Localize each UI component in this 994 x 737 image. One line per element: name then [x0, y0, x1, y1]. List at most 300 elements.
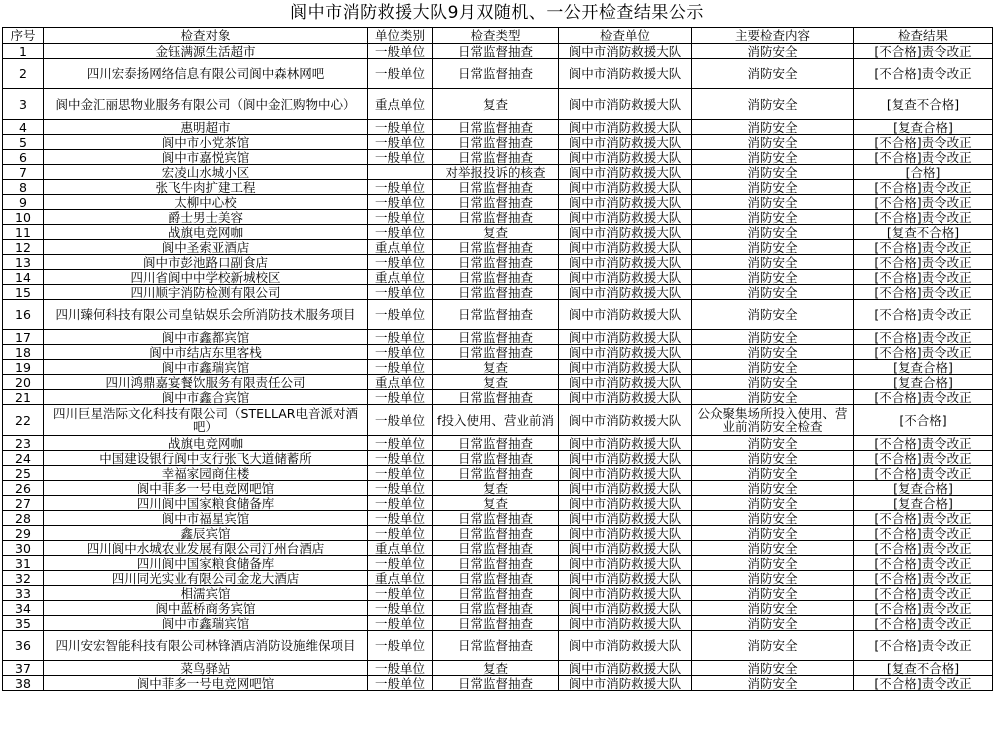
table-row	[3, 210, 993, 225]
unit-category-cell[interactable]: 一般单位	[368, 135, 433, 150]
inspection-type-cell[interactable]: 复查	[433, 360, 559, 375]
unit-category-cell[interactable]: 重点单位	[368, 270, 433, 285]
inspection-result-cell[interactable]: [不合格]责令改正	[854, 135, 993, 150]
inspection-result-cell[interactable]: [不合格]责令改正	[854, 436, 993, 451]
inspection-type-cell[interactable]: 复查	[433, 225, 559, 240]
inspection-type-cell[interactable]: 日常监督抽查	[433, 601, 559, 616]
unit-category-cell[interactable]: 一般单位	[368, 195, 433, 210]
inspection-unit-cell[interactable]: 阆中市消防救援大队	[559, 89, 692, 120]
table-row	[3, 225, 993, 240]
inspection-result-cell[interactable]: [不合格]责令改正	[854, 285, 993, 300]
column-header[interactable]: 主要检查内容	[692, 28, 854, 44]
inspection-result-cell[interactable]: [复查不合格]	[854, 225, 993, 240]
table-row	[3, 285, 993, 300]
inspected-entity-cell[interactable]: 四川阆中水城农业发展有限公司汀州台酒店	[44, 541, 368, 556]
row-number-cell[interactable]: 8	[3, 180, 44, 195]
unit-category-cell[interactable]: 一般单位	[368, 345, 433, 360]
unit-category-cell[interactable]: 一般单位	[368, 676, 433, 691]
inspection-type-cell[interactable]: 日常监督抽查	[433, 120, 559, 135]
inspection-result-cell[interactable]: [不合格]责令改正	[854, 44, 993, 59]
row-number-cell[interactable]: 17	[3, 330, 44, 345]
unit-category-cell[interactable]: 一般单位	[368, 330, 433, 345]
inspection-content-cell[interactable]: 消防安全	[692, 89, 854, 120]
row-number-cell[interactable]: 12	[3, 240, 44, 255]
inspected-entity-cell[interactable]: 阆中市小党茶馆	[44, 135, 368, 150]
inspection-unit-cell[interactable]: 阆中市消防救援大队	[559, 526, 692, 541]
table-row	[3, 150, 993, 165]
inspected-entity-cell[interactable]: 四川宏泰扬网络信息有限公司阆中森林网吧	[44, 59, 368, 89]
unit-category-cell[interactable]: 重点单位	[368, 541, 433, 556]
row-number-cell[interactable]: 9	[3, 195, 44, 210]
inspection-content-cell[interactable]: 消防安全	[692, 556, 854, 571]
inspection-result-cell[interactable]: [不合格]责令改正	[854, 511, 993, 526]
inspected-entity-cell[interactable]: 四川阆中国家粮食储备库	[44, 556, 368, 571]
inspection-unit-cell[interactable]: 阆中市消防救援大队	[559, 240, 692, 255]
inspection-result-cell[interactable]: [不合格]责令改正	[854, 300, 993, 330]
inspected-entity-cell[interactable]: 爵士男士美容	[44, 210, 368, 225]
row-number-cell[interactable]: 18	[3, 345, 44, 360]
inspected-entity-cell[interactable]: 鑫辰宾馆	[44, 526, 368, 541]
inspected-entity-cell[interactable]: 阆中市结店东里客栈	[44, 345, 368, 360]
unit-category-cell[interactable]: 一般单位	[368, 481, 433, 496]
unit-category-cell[interactable]: 一般单位	[368, 405, 433, 436]
spreadsheet	[2, 0, 992, 691]
row-number-cell[interactable]: 31	[3, 556, 44, 571]
inspection-result-cell[interactable]: [不合格]责令改正	[854, 210, 993, 225]
inspected-entity-cell[interactable]: 四川顺宇消防检测有限公司	[44, 285, 368, 300]
inspection-unit-cell[interactable]: 阆中市消防救援大队	[559, 481, 692, 496]
inspected-entity-cell[interactable]: 中国建设银行阆中支行张飞大道储蓄所	[44, 451, 368, 466]
inspection-content-cell[interactable]: 消防安全	[692, 180, 854, 195]
inspection-unit-cell[interactable]: 阆中市消防救援大队	[559, 496, 692, 511]
inspection-unit-cell[interactable]: 阆中市消防救援大队	[559, 59, 692, 89]
row-number-cell[interactable]: 26	[3, 481, 44, 496]
inspection-unit-cell[interactable]: 阆中市消防救援大队	[559, 571, 692, 586]
inspection-unit-cell[interactable]: 阆中市消防救援大队	[559, 466, 692, 481]
unit-category-cell[interactable]: 一般单位	[368, 180, 433, 195]
table-row	[3, 631, 993, 661]
inspection-unit-cell[interactable]: 阆中市消防救援大队	[559, 345, 692, 360]
row-number-cell[interactable]: 38	[3, 676, 44, 691]
row-number-cell[interactable]: 32	[3, 571, 44, 586]
inspection-unit-cell[interactable]: 阆中市消防救援大队	[559, 330, 692, 345]
inspection-type-cell[interactable]: 日常监督抽查	[433, 240, 559, 255]
table-row	[3, 526, 993, 541]
column-header[interactable]: 序号	[3, 28, 44, 44]
inspection-type-cell[interactable]: 日常监督抽查	[433, 676, 559, 691]
inspection-content-cell[interactable]: 消防安全	[692, 270, 854, 285]
unit-category-cell[interactable]: 重点单位	[368, 240, 433, 255]
row-number-cell[interactable]: 19	[3, 360, 44, 375]
inspected-entity-cell[interactable]: 阆中菲多一号电竞网吧馆	[44, 676, 368, 691]
unit-category-cell[interactable]: 一般单位	[368, 300, 433, 330]
inspection-content-cell[interactable]: 消防安全	[692, 300, 854, 330]
unit-category-cell[interactable]: 一般单位	[368, 390, 433, 405]
column-header[interactable]: 检查单位	[559, 28, 692, 44]
inspection-result-cell[interactable]: [不合格]责令改正	[854, 526, 993, 541]
inspected-entity-cell[interactable]: 张飞牛肉扩建工程	[44, 180, 368, 195]
column-header[interactable]: 检查类型	[433, 28, 559, 44]
inspection-unit-cell[interactable]: 阆中市消防救援大队	[559, 300, 692, 330]
inspection-type-cell[interactable]: 日常监督抽查	[433, 210, 559, 225]
unit-category-cell[interactable]: 一般单位	[368, 210, 433, 225]
inspection-content-cell[interactable]: 消防安全	[692, 120, 854, 135]
row-number-cell[interactable]: 16	[3, 300, 44, 330]
header-row	[3, 28, 993, 44]
inspection-content-cell[interactable]: 消防安全	[692, 616, 854, 631]
inspection-unit-cell[interactable]: 阆中市消防救援大队	[559, 661, 692, 676]
inspection-content-cell[interactable]: 消防安全	[692, 360, 854, 375]
inspection-content-cell[interactable]: 消防安全	[692, 496, 854, 511]
inspection-content-cell[interactable]: 消防安全	[692, 541, 854, 556]
row-number-cell[interactable]: 35	[3, 616, 44, 631]
inspection-result-cell[interactable]: [不合格]责令改正	[854, 676, 993, 691]
unit-category-cell[interactable]: 重点单位	[368, 571, 433, 586]
inspection-result-cell[interactable]: [复查合格]	[854, 120, 993, 135]
inspected-entity-cell[interactable]: 阆中市福星宾馆	[44, 511, 368, 526]
inspection-unit-cell[interactable]: 阆中市消防救援大队	[559, 511, 692, 526]
inspection-result-cell[interactable]: [不合格]责令改正	[854, 330, 993, 345]
inspection-unit-cell[interactable]: 阆中市消防救援大队	[559, 616, 692, 631]
inspected-entity-cell[interactable]: 四川阆中国家粮食储备库	[44, 496, 368, 511]
inspected-entity-cell[interactable]: 阆中圣索亚酒店	[44, 240, 368, 255]
unit-category-cell[interactable]: 一般单位	[368, 526, 433, 541]
row-number-cell[interactable]: 27	[3, 496, 44, 511]
inspected-entity-cell[interactable]: 阆中市鑫合宾馆	[44, 390, 368, 405]
inspection-unit-cell[interactable]: 阆中市消防救援大队	[559, 631, 692, 661]
inspected-entity-cell[interactable]: 宏凌山水城小区	[44, 165, 368, 180]
unit-category-cell[interactable]: 一般单位	[368, 556, 433, 571]
row-number-cell[interactable]: 36	[3, 631, 44, 661]
sheet-title[interactable]: 阆中市消防救援大队9月双随机、一公开检查结果公示	[290, 3, 704, 23]
inspection-content-cell[interactable]: 消防安全	[692, 375, 854, 390]
inspected-entity-cell[interactable]: 惠明超市	[44, 120, 368, 135]
inspection-type-cell[interactable]: 日常监督抽查	[433, 631, 559, 661]
inspection-result-cell[interactable]: [不合格]责令改正	[854, 571, 993, 586]
inspection-result-cell[interactable]: [不合格]责令改正	[854, 59, 993, 89]
unit-category-cell[interactable]: 一般单位	[368, 225, 433, 240]
row-number-cell[interactable]: 30	[3, 541, 44, 556]
inspection-unit-cell[interactable]: 阆中市消防救援大队	[559, 390, 692, 405]
inspection-result-cell[interactable]: [复查合格]	[854, 360, 993, 375]
inspection-unit-cell[interactable]: 阆中市消防救援大队	[559, 270, 692, 285]
inspected-entity-cell[interactable]: 四川巨星浩际文化科技有限公司（STELLAR电音派对酒吧）	[44, 405, 368, 436]
inspection-unit-cell[interactable]: 阆中市消防救援大队	[559, 405, 692, 436]
inspection-type-cell[interactable]: 日常监督抽查	[433, 345, 559, 360]
inspection-unit-cell[interactable]: 阆中市消防救援大队	[559, 586, 692, 601]
inspection-content-cell[interactable]: 消防安全	[692, 255, 854, 270]
unit-category-cell[interactable]: 一般单位	[368, 466, 433, 481]
inspection-content-cell[interactable]: 消防安全	[692, 676, 854, 691]
inspected-entity-cell[interactable]: 太柳中心校	[44, 195, 368, 210]
unit-category-cell[interactable]: 一般单位	[368, 360, 433, 375]
inspection-result-cell[interactable]: [不合格]责令改正	[854, 466, 993, 481]
inspection-unit-cell[interactable]: 阆中市消防救援大队	[559, 210, 692, 225]
inspection-result-cell[interactable]: [复查不合格]	[854, 89, 993, 120]
inspected-entity-cell[interactable]: 阆中市鑫瑞宾馆	[44, 360, 368, 375]
inspection-content-cell[interactable]: 消防安全	[692, 210, 854, 225]
inspection-type-cell[interactable]: 复查	[433, 89, 559, 120]
inspection-unit-cell[interactable]: 阆中市消防救援大队	[559, 255, 692, 270]
inspected-entity-cell[interactable]: 阆中市彭池路口副食店	[44, 255, 368, 270]
inspected-entity-cell[interactable]: 阆中市鑫都宾馆	[44, 330, 368, 345]
inspection-type-cell[interactable]: 日常监督抽查	[433, 511, 559, 526]
inspected-entity-cell[interactable]: 四川安宏智能科技有限公司林锋酒店消防设施维保项目	[44, 631, 368, 661]
inspection-content-cell[interactable]: 消防安全	[692, 390, 854, 405]
row-number-cell[interactable]: 7	[3, 165, 44, 180]
table-row	[3, 405, 993, 436]
inspection-unit-cell[interactable]: 阆中市消防救援大队	[559, 135, 692, 150]
column-header[interactable]: 单位类别	[368, 28, 433, 44]
inspection-result-cell[interactable]: [不合格]责令改正	[854, 270, 993, 285]
unit-category-cell[interactable]: 一般单位	[368, 436, 433, 451]
table-row	[3, 195, 993, 210]
row-number-cell[interactable]: 14	[3, 270, 44, 285]
unit-category-cell[interactable]: 一般单位	[368, 511, 433, 526]
inspection-content-cell[interactable]: 消防安全	[692, 586, 854, 601]
inspection-type-cell[interactable]: 日常监督抽查	[433, 466, 559, 481]
unit-category-cell[interactable]: 一般单位	[368, 586, 433, 601]
inspection-unit-cell[interactable]: 阆中市消防救援大队	[559, 601, 692, 616]
inspection-result-cell[interactable]: [合格]	[854, 165, 993, 180]
row-number-cell[interactable]: 11	[3, 225, 44, 240]
unit-category-cell[interactable]: 一般单位	[368, 44, 433, 59]
inspection-result-cell[interactable]: [不合格]责令改正	[854, 240, 993, 255]
inspection-unit-cell[interactable]: 阆中市消防救援大队	[559, 180, 692, 195]
inspection-type-cell[interactable]: 日常监督抽查	[433, 270, 559, 285]
inspected-entity-cell[interactable]: 战旗电竞网咖	[44, 436, 368, 451]
inspection-type-cell[interactable]: 日常监督抽查	[433, 451, 559, 466]
inspection-content-cell[interactable]: 消防安全	[692, 466, 854, 481]
unit-category-cell[interactable]: 一般单位	[368, 601, 433, 616]
table-row	[3, 541, 993, 556]
row-number-cell[interactable]: 33	[3, 586, 44, 601]
inspection-content-cell[interactable]: 消防安全	[692, 481, 854, 496]
row-number-cell[interactable]: 23	[3, 436, 44, 451]
inspection-content-cell[interactable]: 公众聚集场所投入使用、营业前消防安全检查	[692, 405, 854, 436]
inspected-entity-cell[interactable]: 金钰满源生活超市	[44, 44, 368, 59]
inspection-type-cell[interactable]: 日常监督抽查	[433, 195, 559, 210]
inspection-content-cell[interactable]: 消防安全	[692, 451, 854, 466]
column-header[interactable]: 检查结果	[854, 28, 993, 44]
inspection-result-cell[interactable]: [复查不合格]	[854, 661, 993, 676]
inspection-unit-cell[interactable]: 阆中市消防救援大队	[559, 436, 692, 451]
inspection-unit-cell[interactable]: 阆中市消防救援大队	[559, 676, 692, 691]
row-number-cell[interactable]: 4	[3, 120, 44, 135]
inspection-type-cell[interactable]: 日常监督抽查	[433, 255, 559, 270]
inspected-entity-cell[interactable]: 幸福家园商住楼	[44, 466, 368, 481]
column-header[interactable]: 检查对象	[44, 28, 368, 44]
inspection-content-cell[interactable]: 消防安全	[692, 285, 854, 300]
inspection-result-cell[interactable]: [不合格]责令改正	[854, 180, 993, 195]
unit-category-cell[interactable]: 一般单位	[368, 631, 433, 661]
inspection-type-cell[interactable]: 日常监督抽查	[433, 436, 559, 451]
row-number-cell[interactable]: 24	[3, 451, 44, 466]
inspection-result-cell[interactable]: [复查合格]	[854, 375, 993, 390]
inspection-type-cell[interactable]: 日常监督抽查	[433, 616, 559, 631]
inspection-content-cell[interactable]: 消防安全	[692, 195, 854, 210]
inspection-result-cell[interactable]: [不合格]责令改正	[854, 451, 993, 466]
inspected-entity-cell[interactable]: 阆中蓝桥商务宾馆	[44, 601, 368, 616]
inspection-type-cell[interactable]: 日常监督抽查	[433, 556, 559, 571]
inspection-result-cell[interactable]: [复查合格]	[854, 496, 993, 511]
inspection-result-cell[interactable]: [不合格]责令改正	[854, 255, 993, 270]
inspected-entity-cell[interactable]: 相濡宾馆	[44, 586, 368, 601]
row-number-cell[interactable]: 15	[3, 285, 44, 300]
unit-category-cell[interactable]: 重点单位	[368, 89, 433, 120]
inspection-content-cell[interactable]: 消防安全	[692, 165, 854, 180]
inspection-unit-cell[interactable]: 阆中市消防救援大队	[559, 360, 692, 375]
row-number-cell[interactable]: 34	[3, 601, 44, 616]
unit-category-cell[interactable]: 重点单位	[368, 375, 433, 390]
unit-category-cell[interactable]	[368, 165, 433, 180]
inspection-type-cell[interactable]: 日常监督抽查	[433, 330, 559, 345]
row-number-cell[interactable]: 20	[3, 375, 44, 390]
inspection-unit-cell[interactable]: 阆中市消防救援大队	[559, 120, 692, 135]
unit-category-cell[interactable]: 一般单位	[368, 661, 433, 676]
inspection-type-cell[interactable]: 日常监督抽查	[433, 586, 559, 601]
inspection-content-cell[interactable]: 消防安全	[692, 59, 854, 89]
inspection-type-cell[interactable]: 日常监督抽查	[433, 571, 559, 586]
inspection-result-cell[interactable]: [不合格]责令改正	[854, 541, 993, 556]
inspection-content-cell[interactable]: 消防安全	[692, 44, 854, 59]
row-number-cell[interactable]: 3	[3, 89, 44, 120]
row-number-cell[interactable]: 25	[3, 466, 44, 481]
inspection-unit-cell[interactable]: 阆中市消防救援大队	[559, 375, 692, 390]
table-row	[3, 255, 993, 270]
inspected-entity-cell[interactable]: 战旗电竞网咖	[44, 225, 368, 240]
inspection-content-cell[interactable]: 消防安全	[692, 135, 854, 150]
inspection-type-cell[interactable]: 日常监督抽查	[433, 541, 559, 556]
table-row	[3, 44, 993, 59]
inspection-type-cell[interactable]: f投入使用、营业前消	[433, 405, 559, 436]
table-row	[3, 466, 993, 481]
results-table	[2, 27, 993, 691]
unit-category-cell[interactable]: 一般单位	[368, 451, 433, 466]
unit-category-cell[interactable]: 一般单位	[368, 59, 433, 89]
inspected-entity-cell[interactable]: 阆中金汇丽思物业服务有限公司（阆中金汇购物中心）	[44, 89, 368, 120]
row-number-cell[interactable]: 10	[3, 210, 44, 225]
inspection-unit-cell[interactable]: 阆中市消防救援大队	[559, 195, 692, 210]
inspection-result-cell[interactable]: [不合格]责令改正	[854, 556, 993, 571]
inspection-type-cell[interactable]: 复查	[433, 661, 559, 676]
inspected-entity-cell[interactable]: 阆中菲多一号电竞网吧馆	[44, 481, 368, 496]
inspection-content-cell[interactable]: 消防安全	[692, 601, 854, 616]
unit-category-cell[interactable]: 一般单位	[368, 616, 433, 631]
inspection-content-cell[interactable]: 消防安全	[692, 526, 854, 541]
inspection-result-cell[interactable]: [不合格]责令改正	[854, 616, 993, 631]
inspection-unit-cell[interactable]: 阆中市消防救援大队	[559, 541, 692, 556]
inspected-entity-cell[interactable]: 四川鸿鼎嘉宴餐饮服务有限责任公司	[44, 375, 368, 390]
table-row	[3, 496, 993, 511]
inspection-unit-cell[interactable]: 阆中市消防救援大队	[559, 285, 692, 300]
inspection-content-cell[interactable]: 消防安全	[692, 240, 854, 255]
inspection-type-cell[interactable]: 复查	[433, 481, 559, 496]
inspection-type-cell[interactable]: 日常监督抽查	[433, 135, 559, 150]
inspected-entity-cell[interactable]: 四川同光实业有限公司金龙大酒店	[44, 571, 368, 586]
row-number-cell[interactable]: 37	[3, 661, 44, 676]
inspection-type-cell[interactable]: 日常监督抽查	[433, 44, 559, 59]
unit-category-cell[interactable]: 一般单位	[368, 120, 433, 135]
row-number-cell[interactable]: 6	[3, 150, 44, 165]
table-row	[3, 345, 993, 360]
unit-category-cell[interactable]: 一般单位	[368, 496, 433, 511]
inspection-type-cell[interactable]: 日常监督抽查	[433, 390, 559, 405]
table-row	[3, 360, 993, 375]
table-row	[3, 240, 993, 255]
table-row	[3, 375, 993, 390]
inspection-type-cell[interactable]: 日常监督抽查	[433, 300, 559, 330]
inspection-content-cell[interactable]: 消防安全	[692, 225, 854, 240]
inspection-unit-cell[interactable]: 阆中市消防救援大队	[559, 165, 692, 180]
inspection-type-cell[interactable]: 复查	[433, 496, 559, 511]
inspection-content-cell[interactable]: 消防安全	[692, 571, 854, 586]
row-number-cell[interactable]: 29	[3, 526, 44, 541]
inspection-type-cell[interactable]: 日常监督抽查	[433, 285, 559, 300]
inspection-result-cell[interactable]: [不合格]责令改正	[854, 390, 993, 405]
inspected-entity-cell[interactable]: 阆中市鑫瑞宾馆	[44, 616, 368, 631]
inspection-result-cell[interactable]: [复查合格]	[854, 481, 993, 496]
inspection-type-cell[interactable]: 日常监督抽查	[433, 150, 559, 165]
inspection-type-cell[interactable]: 对举报投诉的核查	[433, 165, 559, 180]
inspection-content-cell[interactable]: 消防安全	[692, 150, 854, 165]
table-row	[3, 616, 993, 631]
inspection-result-cell[interactable]: [不合格]责令改正	[854, 195, 993, 210]
inspection-content-cell[interactable]: 消防安全	[692, 661, 854, 676]
inspection-type-cell[interactable]: 日常监督抽查	[433, 526, 559, 541]
row-number-cell[interactable]: 22	[3, 405, 44, 436]
row-number-cell[interactable]: 28	[3, 511, 44, 526]
table-row	[3, 89, 993, 120]
inspection-content-cell[interactable]: 消防安全	[692, 511, 854, 526]
inspection-result-cell[interactable]: [不合格]责令改正	[854, 631, 993, 661]
row-number-cell[interactable]: 13	[3, 255, 44, 270]
row-number-cell[interactable]: 1	[3, 44, 44, 59]
table-row	[3, 451, 993, 466]
row-number-cell[interactable]: 21	[3, 390, 44, 405]
unit-category-cell[interactable]: 一般单位	[368, 285, 433, 300]
inspected-entity-cell[interactable]: 四川省阆中中学校新城校区	[44, 270, 368, 285]
inspection-result-cell[interactable]: [不合格]责令改正	[854, 586, 993, 601]
inspection-content-cell[interactable]: 消防安全	[692, 330, 854, 345]
inspection-type-cell[interactable]: 复查	[433, 375, 559, 390]
row-number-cell[interactable]: 2	[3, 59, 44, 89]
inspection-result-cell[interactable]: [不合格]责令改正	[854, 345, 993, 360]
inspection-result-cell[interactable]: [不合格]责令改正	[854, 601, 993, 616]
inspected-entity-cell[interactable]: 四川臻何科技有限公司皇钻娱乐会所消防技术服务项目	[44, 300, 368, 330]
table-row	[3, 481, 993, 496]
inspection-type-cell[interactable]: 日常监督抽查	[433, 59, 559, 89]
row-number-cell[interactable]: 5	[3, 135, 44, 150]
inspected-entity-cell[interactable]: 菜鸟驿站	[44, 661, 368, 676]
table-row	[3, 180, 993, 195]
inspection-result-cell[interactable]: [不合格]	[854, 405, 993, 436]
inspection-unit-cell[interactable]: 阆中市消防救援大队	[559, 44, 692, 59]
inspection-result-cell[interactable]: [不合格]责令改正	[854, 150, 993, 165]
inspection-unit-cell[interactable]: 阆中市消防救援大队	[559, 225, 692, 240]
table-row	[3, 436, 993, 451]
unit-category-cell[interactable]: 一般单位	[368, 255, 433, 270]
unit-category-cell[interactable]: 一般单位	[368, 150, 433, 165]
inspection-type-cell[interactable]: 日常监督抽查	[433, 180, 559, 195]
inspection-unit-cell[interactable]: 阆中市消防救援大队	[559, 556, 692, 571]
inspected-entity-cell[interactable]: 阆中市嘉悦宾馆	[44, 150, 368, 165]
inspection-content-cell[interactable]: 消防安全	[692, 345, 854, 360]
inspection-content-cell[interactable]: 消防安全	[692, 436, 854, 451]
inspection-content-cell[interactable]: 消防安全	[692, 631, 854, 661]
inspection-unit-cell[interactable]: 阆中市消防救援大队	[559, 451, 692, 466]
inspection-unit-cell[interactable]: 阆中市消防救援大队	[559, 150, 692, 165]
